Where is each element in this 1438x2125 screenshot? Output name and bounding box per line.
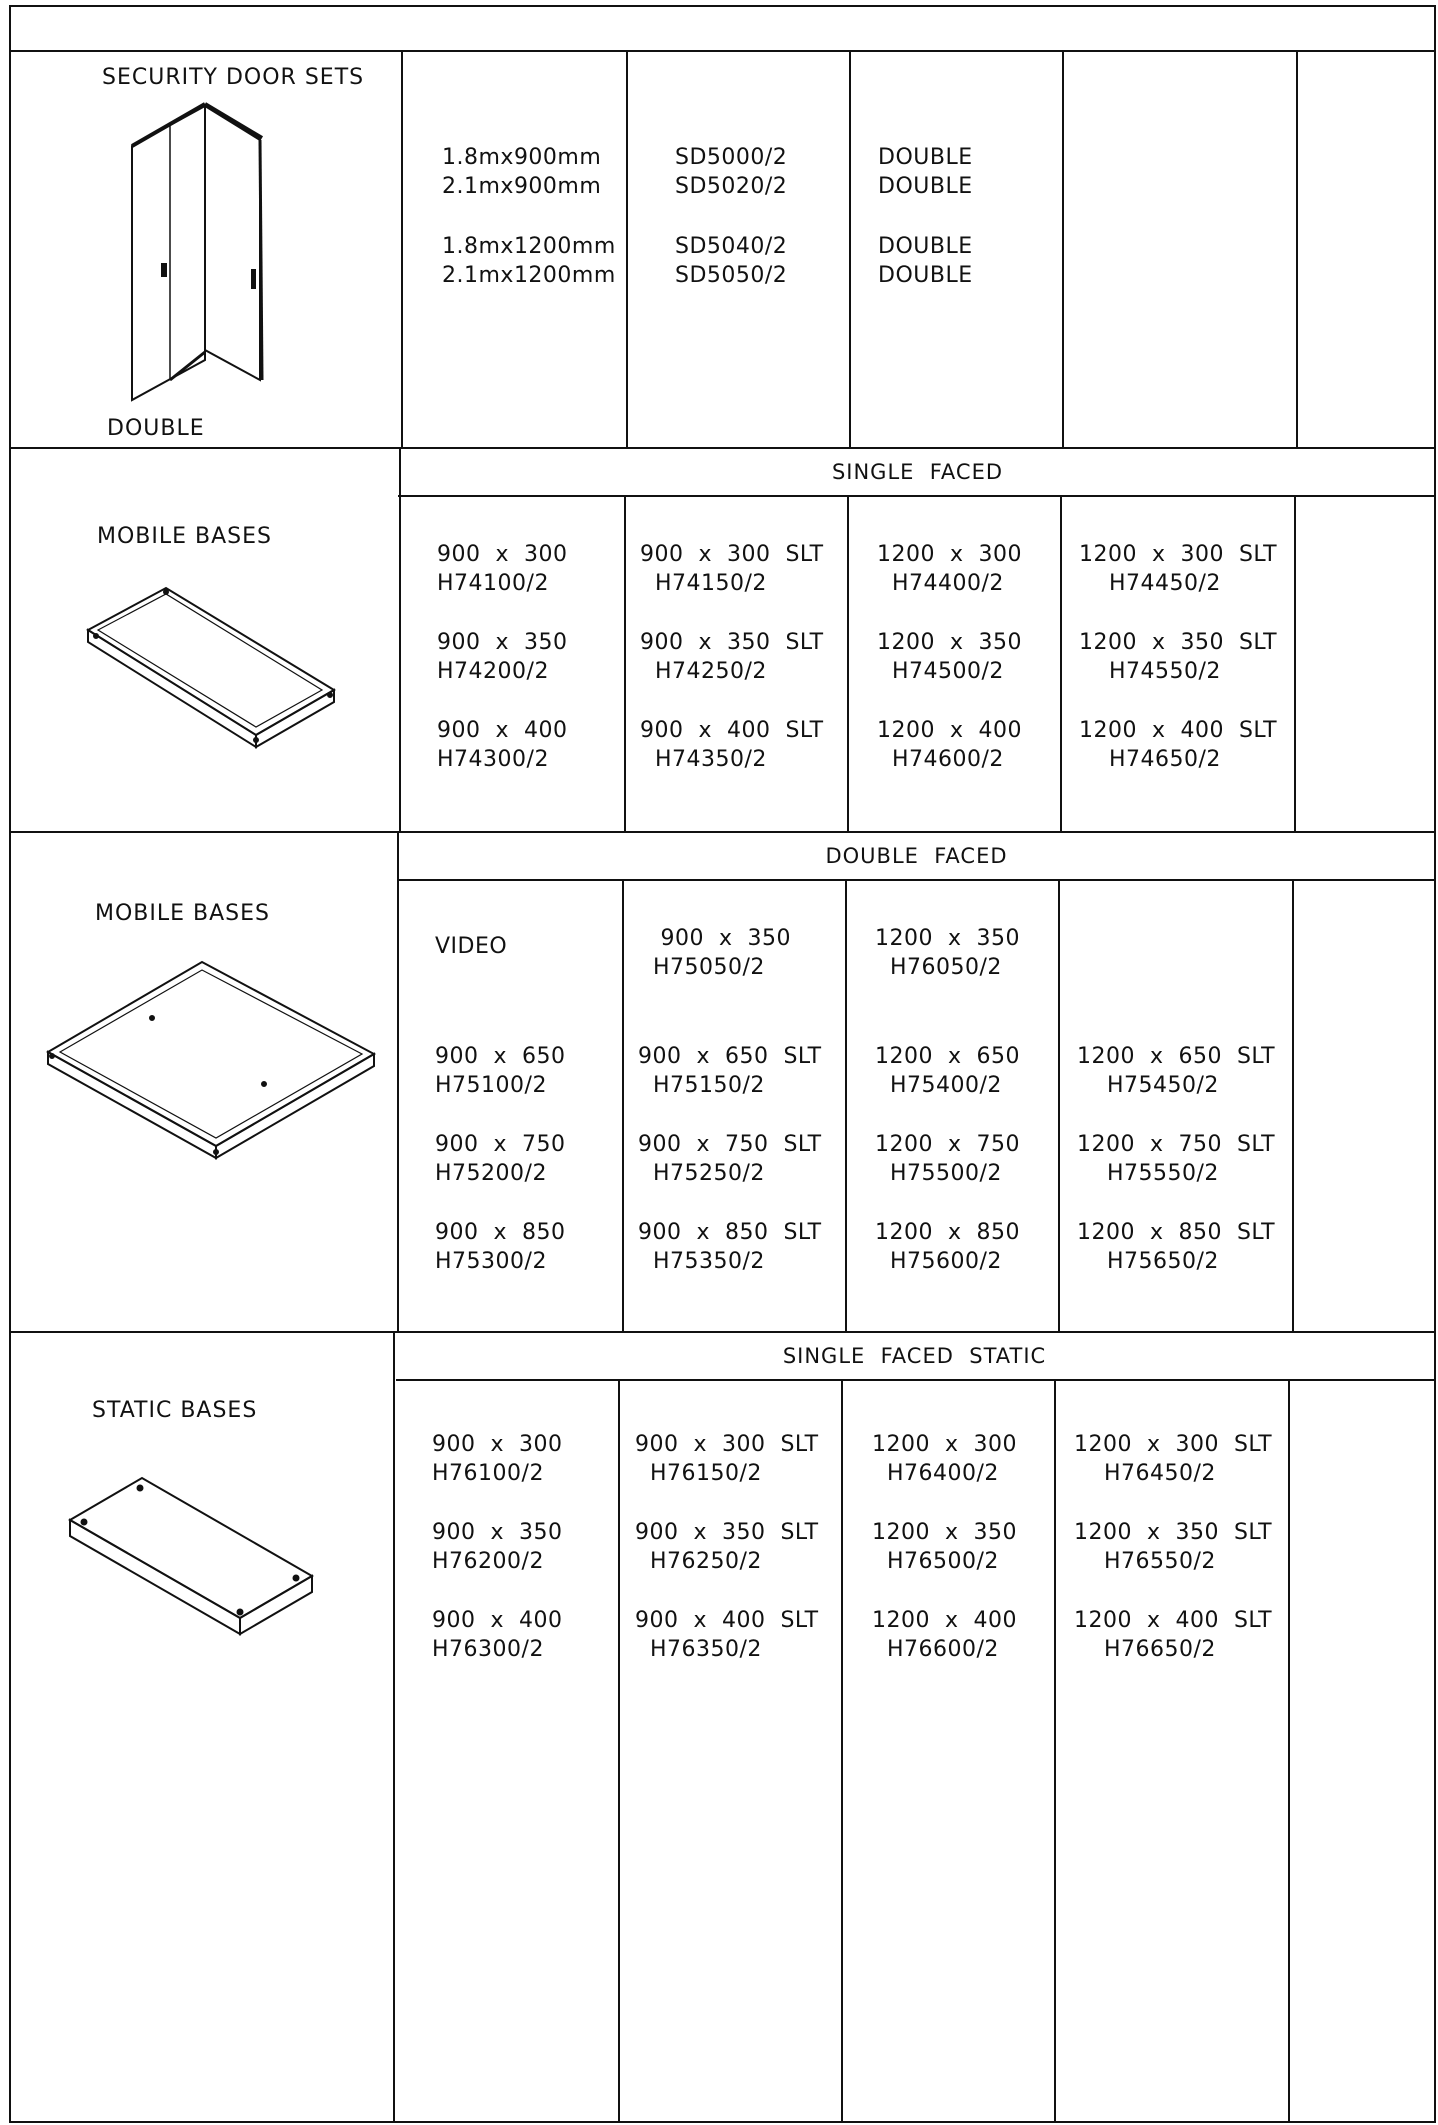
table-cell: 900 x 350 H75050/2 xyxy=(652,926,791,980)
table-cell: 1200 x 300 SLT H76450/2 xyxy=(1074,1432,1273,1486)
section-title-mobile-double: MOBILE BASES xyxy=(95,901,271,926)
table-cell: 1200 x 750 SLT H75550/2 xyxy=(1077,1132,1276,1186)
table-cell: 900 x 850 SLT H75350/2 xyxy=(638,1220,822,1274)
table-cell: 1200 x 350 SLT H74550/2 xyxy=(1079,630,1278,684)
table-cell: 900 x 400 SLT H74350/2 xyxy=(640,718,824,772)
table-cell: 900 x 750 SLT H75250/2 xyxy=(638,1132,822,1186)
table-cell: 1200 x 300 H74400/2 xyxy=(877,542,1022,596)
table-cell: 1.8mx900mm 2.1mx900mm xyxy=(442,145,602,199)
table-cell: 1200 x 300 H76400/2 xyxy=(872,1432,1017,1486)
section-caption-double: DOUBLE xyxy=(107,416,205,441)
header-double-faced: DOUBLE FACED xyxy=(825,844,1008,868)
section-title-mobile-single: MOBILE BASES xyxy=(97,524,273,549)
double-door-icon xyxy=(132,104,262,400)
table-cell: 1200 x 350 H76050/2 xyxy=(875,926,1020,980)
section-title-security: SECURITY DOOR SETS xyxy=(102,65,365,90)
table-cell: 1200 x 850 H75600/2 xyxy=(875,1220,1020,1274)
header-single-faced: SINGLE FACED xyxy=(831,460,1004,484)
table-cell: 1200 x 400 SLT H74650/2 xyxy=(1079,718,1278,772)
table-cell: 900 x 350 SLT H76250/2 xyxy=(635,1520,819,1574)
table-cell: 1200 x 400 SLT H76650/2 xyxy=(1074,1608,1273,1662)
static-base-icon xyxy=(70,1478,312,1634)
section-title-static: STATIC BASES xyxy=(92,1398,258,1423)
table-cell: 900 x 850 H75300/2 xyxy=(435,1220,566,1274)
table-cell: 900 x 350 H74200/2 xyxy=(437,630,568,684)
table-cell: 1200 x 350 H74500/2 xyxy=(877,630,1022,684)
table-cell: 1200 x 400 H76600/2 xyxy=(872,1608,1017,1662)
table-cell: 1.8mx1200mm 2.1mx1200mm xyxy=(442,234,616,288)
table-cell: 900 x 650 H75100/2 xyxy=(435,1044,566,1098)
table-cell: 900 x 300 H74100/2 xyxy=(437,542,568,596)
header-single-faced-static: SINGLE FACED STATIC xyxy=(782,1344,1047,1368)
table-cell: SD5000/2 SD5020/2 xyxy=(675,145,788,199)
table-cell: 1200 x 300 SLT H74450/2 xyxy=(1079,542,1278,596)
mobile-base-double-icon xyxy=(48,962,374,1158)
table-cell: 900 x 350 SLT H74250/2 xyxy=(640,630,824,684)
table-cell: DOUBLE DOUBLE xyxy=(878,145,973,199)
table-cell: 900 x 400 H74300/2 xyxy=(437,718,568,772)
table-cell: 1200 x 350 SLT H76550/2 xyxy=(1074,1520,1273,1574)
table-cell: 1200 x 650 SLT H75450/2 xyxy=(1077,1044,1276,1098)
table-cell: 900 x 400 H76300/2 xyxy=(432,1608,563,1662)
table-cell: 900 x 650 SLT H75150/2 xyxy=(638,1044,822,1098)
table-cell: VIDEO xyxy=(435,934,508,959)
table-cell: SD5040/2 SD5050/2 xyxy=(675,234,788,288)
table-cell: 1200 x 650 H75400/2 xyxy=(875,1044,1020,1098)
mobile-base-single-icon xyxy=(88,588,334,747)
table-cell: 900 x 400 SLT H76350/2 xyxy=(635,1608,819,1662)
table-cell: 900 x 750 H75200/2 xyxy=(435,1132,566,1186)
table-cell: 1200 x 400 H74600/2 xyxy=(877,718,1022,772)
table-cell: 1200 x 350 H76500/2 xyxy=(872,1520,1017,1574)
table-cell: 900 x 300 H76100/2 xyxy=(432,1432,563,1486)
table-cell: 1200 x 750 H75500/2 xyxy=(875,1132,1020,1186)
table-cell: 1200 x 850 SLT H75650/2 xyxy=(1077,1220,1276,1274)
table-cell: DOUBLE DOUBLE xyxy=(878,234,973,288)
table-cell: 900 x 350 H76200/2 xyxy=(432,1520,563,1574)
table-cell: 900 x 300 SLT H74150/2 xyxy=(640,542,824,596)
table-cell: 900 x 300 SLT H76150/2 xyxy=(635,1432,819,1486)
